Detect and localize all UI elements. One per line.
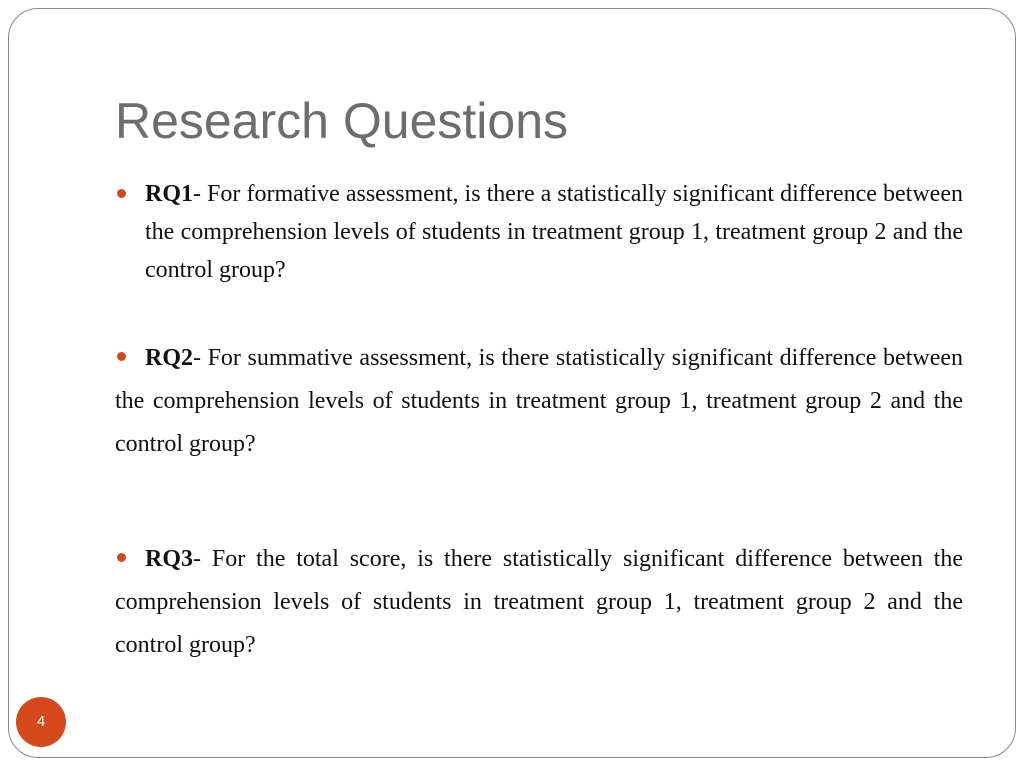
slide-title: Research Questions — [115, 93, 569, 149]
research-question-3 — [115, 538, 963, 667]
rq-label: RQ1 — [145, 181, 193, 207]
page-number-badge: 4 — [16, 697, 66, 747]
rq-label: RQ2 — [145, 345, 193, 371]
research-question-1 — [145, 175, 963, 289]
slide-frame — [8, 8, 1016, 758]
rq-label: RQ3 — [145, 546, 193, 572]
research-question-2 — [115, 337, 963, 466]
rq-text: - For formative assessment, is there a statistically significant difference between the comprehension levels of students in treatment group 1, treatment group 2 and the control group? — [145, 181, 963, 283]
rq-text: - For the total score, is there statistically significant difference between the comprehension levels of students in treatment group 1, treatment group 2 and the control group? — [115, 546, 963, 658]
rq-text: - For summative assessment, is there statistically significant difference between the comprehension levels of students in treatment group 1, treatment group 2 and the control group? — [115, 345, 963, 457]
bullet-icon — [117, 189, 126, 198]
